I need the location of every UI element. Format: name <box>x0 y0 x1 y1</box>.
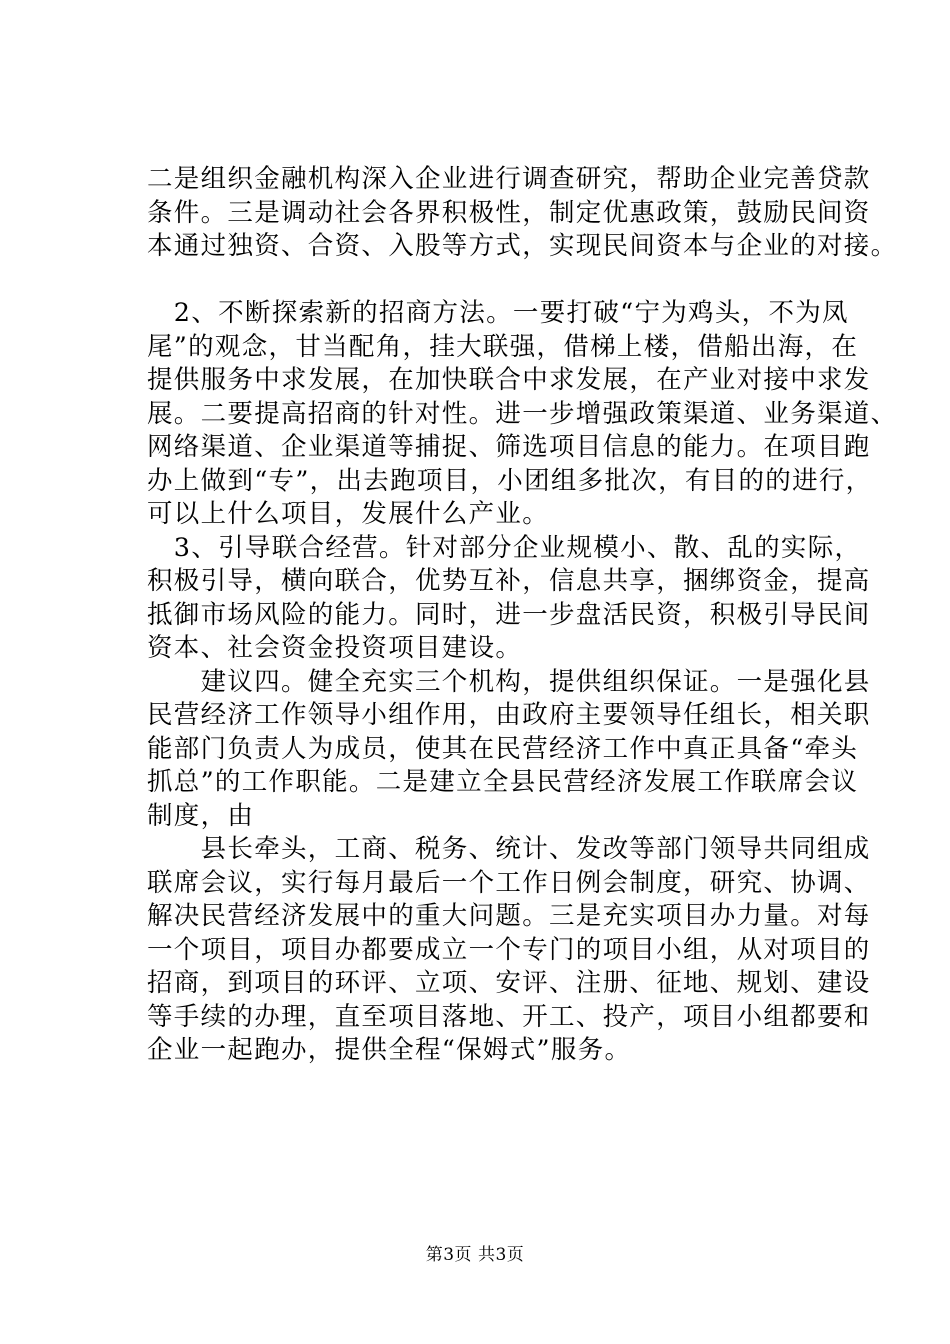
text-line: 抓总”的工作职能。二是建立全县民营经济发展工作联席会议 <box>147 767 859 797</box>
paragraph-gap <box>147 264 847 298</box>
text-line: 企业一起跑办，提供全程“保姆式”服务。 <box>147 1035 632 1065</box>
text-line: 提供服务中求发展，在加快联合中求发展，在产业对接中求发 <box>147 365 871 395</box>
text-line: 2、不断探索新的招商方法。一要打破“宁为鸡头，不为凤 <box>147 298 849 328</box>
text-line: 条件。三是调动社会各界积极性，制定优惠政策，鼓励民间资 <box>147 197 871 228</box>
page-number-footer: 第3页 共3页 <box>425 1245 525 1265</box>
text-line: 抵御市场风险的能力。同时，进一步盘活民资，积极引导民间 <box>147 599 871 630</box>
text-line: 招商，到项目的环评、立项、安评、注册、征地、规划、建设 <box>147 968 871 998</box>
text-line: 民营经济工作领导小组作用，由政府主要领导任组长，相关职 <box>147 700 871 730</box>
text-line: 资本、社会资金投资项目建设。 <box>147 633 523 663</box>
text-line: 建议四。健全充实三个机构，提供组织保证。一是强化县 <box>147 666 871 697</box>
text-line: 县长牵头，工商、税务、统计、发改等部门领导共同组成 <box>147 834 871 864</box>
text-line: 制度，由 <box>147 800 255 831</box>
text-line: 积极引导，横向联合，优势互补，信息共享，捆绑资金，提高 <box>147 566 871 596</box>
text-line: 可以上什么项目，发展什么产业。 <box>147 499 550 529</box>
text-line: 3、引导联合经营。针对部分企业规模小、散、乱的实际， <box>147 532 862 563</box>
text-line: 解决民营经济发展中的重大问题。三是充实项目办力量。对每 <box>147 901 871 931</box>
document-body <box>147 163 898 1068</box>
text-line: 展。二要提高招商的针对性。进一步增强政策渠道、业务渠道、 <box>147 398 898 429</box>
text-line: 二是组织金融机构深入企业进行调查研究，帮助企业完善贷款 <box>147 164 871 194</box>
text-line: 办上做到“专”，出去跑项目，小团组多批次，有目的的进行， <box>147 465 873 496</box>
text-line: 能部门负责人为成员，使其在民营经济工作中真正具备“牵头 <box>147 733 859 764</box>
text-line: 本通过独资、合资、入股等方式，实现民间资本与企业的对接。 <box>147 231 898 261</box>
text-line: 尾”的观念，甘当配角，挂大联强，借梯上楼，借船出海，在 <box>147 331 859 362</box>
text-line: 一个项目，项目办都要成立一个专门的项目小组，从对项目的 <box>147 934 871 965</box>
text-line: 网络渠道、企业渠道等捕捉、筛选项目信息的能力。在项目跑 <box>147 432 871 462</box>
text-line: 联席会议，实行每月最后一个工作日例会制度，研究、协调、 <box>147 867 871 898</box>
text-line: 等手续的办理，直至项目落地、开工、投产，项目小组都要和 <box>147 1001 871 1032</box>
